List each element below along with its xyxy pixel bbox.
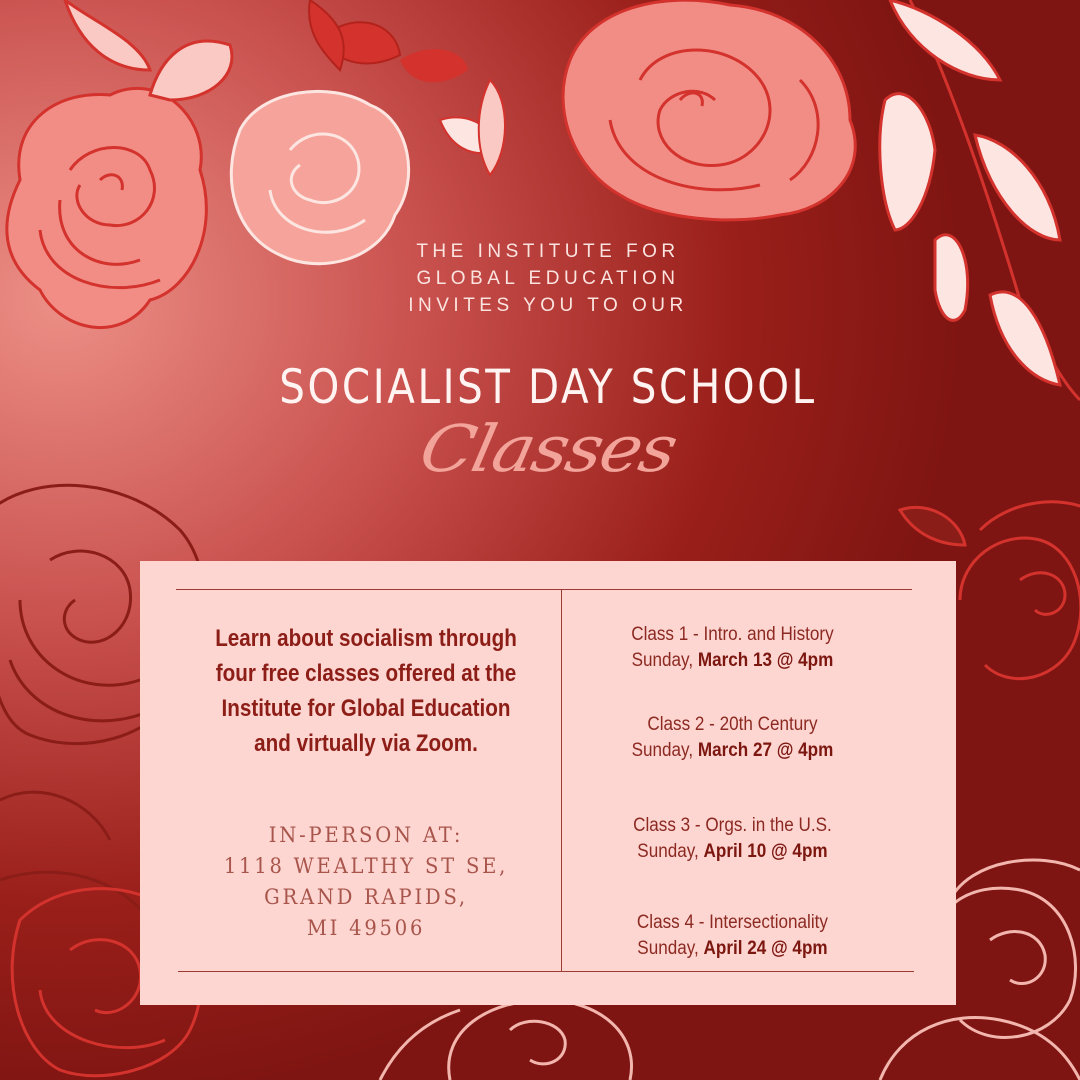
card-bottom-divider: [178, 971, 914, 972]
class-date: April 24 @ 4pm: [703, 938, 828, 959]
class-day: Sunday,: [631, 650, 694, 671]
class-when: [578, 648, 887, 674]
class-when: [578, 839, 887, 865]
class-item: [578, 712, 887, 764]
rose-top-center-icon: [231, 0, 505, 264]
class-date: March 27 @ 4pm: [697, 740, 834, 761]
venue-address: [189, 820, 542, 944]
host-intro: [0, 238, 1080, 319]
class-name: Class 4 - Intersectionality: [636, 912, 828, 933]
host-line-1: THE INSTITUTE FOR: [416, 241, 680, 262]
class-day: Sunday,: [631, 740, 694, 761]
rose-top-right-icon: [563, 0, 855, 220]
class-name: Class 1 - Intro. and History: [631, 624, 834, 645]
address-line-2: 1118 WEALTHY ST SE,: [223, 854, 509, 878]
class-when: [578, 738, 887, 764]
class-date: April 10 @ 4pm: [703, 841, 828, 862]
card-description: Learn about socialism through four free classes offered at the Institute for Global Education and virtually via Zoom.: [215, 625, 517, 757]
class-day: Sunday,: [637, 841, 699, 862]
event-title: SOCIALIST DAY SCHOOL: [279, 360, 817, 415]
host-line-3: INVITES YOU TO OUR: [408, 295, 688, 316]
class-item: [578, 622, 887, 674]
address-line-3: GRAND RAPIDS,: [264, 885, 468, 909]
host-line-2: GLOBAL EDUCATION: [416, 268, 680, 289]
class-item: [578, 910, 887, 962]
class-when: [578, 936, 887, 962]
info-card: [140, 561, 956, 1005]
class-date: March 13 @ 4pm: [697, 650, 834, 671]
rose-bottom-center-icon: [380, 1000, 632, 1080]
address-line-1: IN-PERSON AT:: [268, 823, 464, 847]
card-column-divider: [561, 589, 562, 971]
address-line-4: MI 49506: [306, 916, 426, 940]
class-name: Class 2 - 20th Century: [647, 714, 818, 735]
class-name: Class 3 - Orgs. in the U.S.: [633, 815, 832, 836]
class-item: [578, 813, 887, 865]
leaf-branch-right-icon: [880, 0, 1080, 400]
class-day: Sunday,: [637, 938, 699, 959]
event-subtitle-script: Classes: [413, 411, 683, 487]
card-top-divider: [176, 589, 912, 590]
